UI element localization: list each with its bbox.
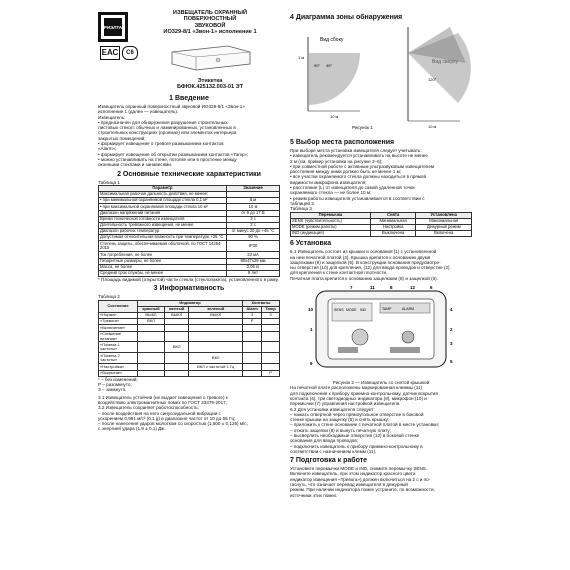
left-column <box>98 0 280 432</box>
intro-line: • предназначен для обнаружения разрушения строительных <box>98 119 228 125</box>
info-alarm <box>243 353 262 364</box>
eac-mark: ЕАС <box>100 46 120 60</box>
spec-param: Время технической готовности извещателя <box>99 216 227 222</box>
info-sub-yellow: желтый <box>164 306 189 312</box>
board-label-alarm: ALARM <box>402 307 415 312</box>
install-line: на нем печатной платой (3). Крышка крепится к основанию двумя <box>290 254 431 260</box>
info-alarm <box>243 342 262 353</box>
info-alarm <box>243 370 262 376</box>
info-state: «Помеха 2 частоты» <box>99 353 138 364</box>
mode-jumper: MODE (режим работы) <box>291 224 371 230</box>
intro-line: строительных конструкциях (проемах) или элементах интерьера <box>98 130 237 136</box>
mode-table-caption: Таблица 3 <box>290 206 312 212</box>
spec-param: Ток потребления, не более <box>99 252 227 258</box>
intro-line: «Alarm»; <box>98 146 117 152</box>
spec-param: Масса, не более <box>99 264 227 270</box>
note-line: 3.2 Извещатель сохраняет работоспособность: <box>98 405 199 411</box>
specs-caption: Таблица 1 <box>98 179 120 185</box>
label-45: 45° <box>326 63 333 68</box>
info-yellow: ВКЛ <box>164 342 189 353</box>
note-line: воздействию электромагнитных помех по ГОСТ 33379-2017. <box>98 399 227 405</box>
intro-line: закрытых помещений; <box>98 135 146 141</box>
install-after-line: 6.2 Для установки извещателя следует: <box>290 406 375 412</box>
intro-heading: 1 Введение <box>169 95 209 102</box>
callout-10: 10 <box>308 307 314 313</box>
callout-9: 9 <box>310 361 313 367</box>
legend-line: З – замкнуто. <box>98 387 127 393</box>
side-view-label: Вид сбоку <box>320 37 344 43</box>
spec-param: Допустимая относительная влажность при температуре +25 °С <box>99 235 227 241</box>
info-col-contacts: Контакты <box>243 300 280 306</box>
install-line: Печатная плата крепится к основанию защелками (8) и защелкой (6). <box>290 275 438 281</box>
label-code: БФЮК.425132.003-01 ЭТ <box>176 84 244 91</box>
prep-line: Установите перемычки MODE и IND, снимите перемычку SENS. <box>290 466 428 472</box>
info-legend <box>98 377 280 393</box>
mode-installed: Максимальная <box>416 218 472 224</box>
intro-line: Извещатель охранный поверхностный звуковой ИО329-8/1 «Звон-1» <box>98 104 245 109</box>
info-col-indicator: Индикатор <box>138 300 243 306</box>
spec-param: • при минимальной охраняемой площади стекла 0,1 м² <box>99 198 227 204</box>
device-illustration <box>168 40 254 74</box>
install-after-line: – отжать защелки (8) и вынуть печатную плату; <box>290 427 391 433</box>
intro-line: оконными стеклами и занавесями. <box>98 162 173 168</box>
info-col-state: Состояние <box>99 300 138 312</box>
install-line: для крепления к стене контактной плотности. <box>290 270 388 276</box>
install-after-line: для подключения к прибору приемно-контрольному, датчик вскрытия <box>290 390 438 396</box>
placement-line: При выборе места установки извещателя следует учитывать: <box>290 148 422 153</box>
info-tamp <box>262 331 280 342</box>
table-row <box>99 235 280 241</box>
prep-line: гаснуть, что означает перевод извещателя в дежурный <box>290 482 408 488</box>
spec-value: 2 с <box>227 222 280 228</box>
callout-1: 1 <box>310 327 313 333</box>
note-line: 3.1 Извещатель устойчив (не выдает извещения о тревоге) к <box>98 394 228 400</box>
intro-line: • можно устанавливать на стене, потолке или в простенке между <box>98 156 237 162</box>
spec-param: Средний срок службы, не менее <box>99 270 227 276</box>
spec-value: от минус 20 до +45 °С <box>227 229 280 235</box>
diagram-heading: 4 Диаграмма зоны обнаружения <box>290 14 403 21</box>
label-title: Этикетка <box>197 78 223 84</box>
prep-heading: 7 Подготовка к работе <box>290 457 368 465</box>
label-10m-side: 10 м <box>330 114 339 119</box>
prep-text <box>290 466 472 498</box>
spec-param: Длительность тревожного извещения, не менее <box>99 222 227 228</box>
intro-line: исполнение 1 (далее — извещатель). <box>98 109 179 115</box>
info-green: ВКЛ <box>189 353 243 364</box>
legend-line: Р – разомкнуто; <box>98 382 132 388</box>
title-line-1: ИЗВЕЩАТЕЛЬ ОХРАННЫЙ <box>172 10 248 16</box>
install-line: 6.1 Извещатель состоит из крышки и основания (1) с установленной <box>290 249 437 255</box>
placement-line: • режим работы извещателя устанавливается в соответствии с <box>290 195 425 201</box>
info-red <box>138 370 165 376</box>
spec-param: Степень защиты, обеспечиваемая оболочкой, по ГОСТ 14254-2015 <box>99 241 227 252</box>
spec-value: 80х47х29 мм <box>227 258 280 264</box>
table-row <box>99 342 280 353</box>
intro-line: Извещатель: <box>98 114 126 120</box>
info-state: «Включение» <box>99 325 138 331</box>
callout-7: 7 <box>350 285 353 291</box>
specs-col-value: Значение <box>227 185 280 191</box>
mode-col-removed: Снята <box>370 212 416 218</box>
info-tamp <box>262 353 280 364</box>
intro-line: • формирует извещение о тревоге размыканием контактов <box>98 141 224 147</box>
document-title <box>140 10 280 35</box>
specs-heading: 2 Основные технические характеристики <box>117 170 261 178</box>
info-red <box>138 353 165 364</box>
board-figure <box>290 281 472 375</box>
spec-param: Габаритные размеры, не более <box>99 258 227 264</box>
info-red: ВКЛ <box>138 319 165 325</box>
diagram-caption: Рисунок 1 <box>352 125 373 130</box>
spec-value: 90 % <box>227 235 280 241</box>
info-red <box>138 342 165 353</box>
install-after-text <box>290 385 472 454</box>
title-line-3: ЗВУКОВОЙ <box>194 22 226 29</box>
info-sub-red: красный <box>138 306 165 312</box>
table-row <box>99 353 280 364</box>
table-row <box>99 331 280 342</box>
spec-param: Диапазон рабочих температур <box>99 229 227 235</box>
placement-line: 2 м (см. пример установки на рисунке 3–6); <box>290 158 383 164</box>
info-yellow <box>164 331 189 342</box>
info-yellow: ВЫКЛ <box>164 313 189 319</box>
mode-jumper: IND (индикация) <box>291 231 371 237</box>
table-row <box>99 270 280 276</box>
prep-line: источники этих помех. <box>290 492 338 498</box>
install-after-line: стенке крышки на защелку (5) и снять крышку; <box>290 417 390 423</box>
table-row <box>291 231 472 237</box>
info-state: «Тревога» <box>99 319 138 325</box>
info-sub-green: зеленый <box>189 306 243 312</box>
install-heading: 6 Установка <box>290 240 332 248</box>
info-yellow <box>164 353 189 364</box>
install-after-line: – подключить извещатель к прибору приемно-контрольному в <box>290 443 423 449</box>
install-after-line: – приложить к стене основание с печатной платой в месте установки; <box>290 422 440 428</box>
note-line: с энергией удара (1,9 ± 0,1) Дж. <box>98 426 166 432</box>
placement-line: таблицей 3. <box>290 200 316 206</box>
info-green: ВЫКЛ <box>189 313 243 319</box>
board-label-mode: MODE <box>346 308 357 313</box>
spec-value: IP30 <box>227 241 280 252</box>
mode-col-installed: Установлена <box>416 212 472 218</box>
specs-table <box>98 185 280 277</box>
intro-line: • формирует извещение об открытии размыканием контактов «Tamp»; <box>98 151 249 157</box>
title-line-2: ПОВЕРХНОСТНЫЙ <box>183 16 237 23</box>
info-sub-alarm: Alarm <box>243 306 262 312</box>
install-line: ны отверстия (10) для крепления, (12) для ввода проводов и отверстие (2) <box>290 265 450 271</box>
board-label-tamp: TAMP <box>382 307 392 312</box>
specs-col-param: Параметр <box>99 185 227 191</box>
prep-line: Включите извещатель, при этом индикатор красного цвета <box>290 471 416 477</box>
intro-line: листовых стекол: обычных и ламинированных, установленных в <box>98 125 236 131</box>
install-after-line: На печатной плате расположены маркированная клеммы (11) <box>290 385 423 391</box>
board-label-sens: SENS <box>334 308 344 313</box>
callout-8: 8 <box>390 285 393 291</box>
mode-removed: Минимальная <box>370 218 416 224</box>
spec-param: • при максимальной охраняемой площади стекла 10 м² <box>99 204 227 210</box>
label-120: 120° <box>428 77 437 82</box>
label-10m-top: 10 м <box>428 124 437 129</box>
mode-col-jumper: Перемычка <box>291 212 371 218</box>
prep-line: режим. При наличии индикатора помех устраните, по возможности, <box>290 487 435 493</box>
info-state: «Норма» <box>99 313 138 319</box>
info-yellow <box>164 370 189 376</box>
detection-zone-diagram <box>290 23 472 131</box>
placement-line: • извещатель рекомендуется устанавливать на высоте не менее <box>290 153 428 159</box>
info-tamp <box>262 342 280 353</box>
label-1m: 1 м <box>298 55 305 60</box>
label-90: 90° <box>314 63 321 68</box>
spec-value: от 9 до 17 В <box>227 210 280 216</box>
legend-line: * – без изменений; <box>98 376 138 382</box>
note-line: ускорением 0,981 м/с² (0,1 g) в диапазоне частот от 10 до 55 Гц; <box>98 415 236 421</box>
install-text <box>290 249 472 281</box>
info-table <box>98 300 280 377</box>
info-state: «Снижение питания» <box>99 331 138 342</box>
table-row <box>99 198 280 204</box>
info-state: «Настройка» <box>99 364 138 370</box>
callout-5: 5 <box>450 359 453 365</box>
spec-value: 8 лет <box>227 270 280 276</box>
mode-installed: Дежурный режим <box>416 224 472 230</box>
install-line: защелками (9) и защелкой (5). В конструкции основания предусмотре- <box>290 259 441 265</box>
install-after-line: – нажать отверткой через прямоугольное отверстие в боковой <box>290 411 424 417</box>
board-caption: Рисунок 2 — Извещатель со снятой крышкой <box>332 380 430 386</box>
header-block <box>98 0 280 92</box>
install-after-line: основания для ввода проводов; <box>290 438 359 444</box>
callout-11: 11 <box>370 285 375 291</box>
info-state: «Помеха 1 частоты» <box>99 342 138 353</box>
mode-installed: Включена <box>416 231 472 237</box>
spec-param: Диапазон напряжений питания <box>99 210 227 216</box>
spec-value: 3 с <box>227 216 280 222</box>
info-green <box>189 370 243 376</box>
info-red: ВЫКЛ <box>138 313 165 319</box>
certification-mark: С6 <box>122 46 138 60</box>
placement-heading: 5 Выбор места расположения <box>290 139 395 146</box>
install-after-line: контакта (4), три светодиодных индикатора (8), микрофон (10) и <box>290 395 427 401</box>
callout-12: 12 <box>410 285 416 291</box>
info-red <box>138 331 165 342</box>
logo-text: РИЭЛТА <box>103 25 123 30</box>
placement-line: • расстояние (L) от извещателя до самой удаленной точки <box>290 185 415 191</box>
info-notes <box>98 395 280 432</box>
specs-footnote: * Площадь видимой (открытой) части стекла (стеклопакета), установленного в раму. <box>98 277 279 283</box>
install-after-line: – высверлить необходимые отверстия (12) в боковой стенке <box>290 433 420 438</box>
info-tamp: З <box>262 313 280 319</box>
callout-4: 4 <box>450 307 453 313</box>
spec-value: 0,06 кг <box>227 264 280 270</box>
mode-removed: Выключена <box>370 231 416 237</box>
prep-line: индикатор извещения «Тревога») должен включиться на 2 с и по- <box>290 476 431 482</box>
info-alarm: З <box>243 313 262 319</box>
info-tamp: Р <box>262 370 280 376</box>
info-green <box>189 342 243 353</box>
info-caption: Таблица 2 <box>98 294 120 300</box>
info-green <box>189 331 243 342</box>
rielta-logo <box>98 12 128 42</box>
mode-jumper: SENS (чувствительность) <box>291 218 371 224</box>
table-row <box>99 370 280 376</box>
title-line-4: ИО329-8/1 «Звон-1» исполнение 1 <box>163 28 257 35</box>
note-line: – после воздействия на него синусоидальной вибрации с <box>98 410 221 416</box>
spec-value: 23 мА <box>227 252 280 258</box>
install-after-line: перемычки (7) управления настройкой извещателя. <box>290 401 401 407</box>
callout-3: 3 <box>450 341 453 347</box>
placement-line: охраняемого стекла — не более 10 м; <box>290 190 372 196</box>
placement-line: расстояние между ними должно быть не менее 1 м; <box>290 169 402 175</box>
note-line: – после нанесения ударов молотком со скоростью (1,500 ± 0,125) м/с, <box>98 421 248 427</box>
mode-removed: Настройка <box>370 224 416 230</box>
info-heading: 3 Информативность <box>153 285 225 293</box>
label-block <box>140 78 280 91</box>
spec-value: 10 м <box>227 204 280 210</box>
info-alarm <box>243 331 262 342</box>
placement-line: видимости микрофона извещателя; <box>290 179 367 185</box>
board-label-ind: IND <box>360 308 367 313</box>
callout-2: 2 <box>450 327 453 333</box>
info-sub-tamp: Tamp <box>262 306 280 312</box>
info-state: «Вскрытие» <box>99 370 138 376</box>
spec-value: 6 м <box>227 198 280 204</box>
spec-param: Максимальная рабочая дальность действия, не менее: <box>99 192 227 198</box>
mode-table <box>290 212 472 238</box>
info-alarm: Р <box>243 319 262 325</box>
intro-text <box>98 104 280 168</box>
placement-line: • все участки охраняемого стекла должны находиться в прямой <box>290 174 427 180</box>
callout-6: 6 <box>430 285 433 291</box>
placement-line: • при совместной работе с активным ультразвуковым извещателем <box>290 163 435 169</box>
install-after-line: соответствии с назначением клемм (11). <box>290 448 377 454</box>
info-green: ВКЛ с частотой 1 Гц <box>189 364 243 370</box>
placement-text <box>290 148 472 206</box>
table-row <box>99 241 280 252</box>
right-column <box>290 0 472 498</box>
